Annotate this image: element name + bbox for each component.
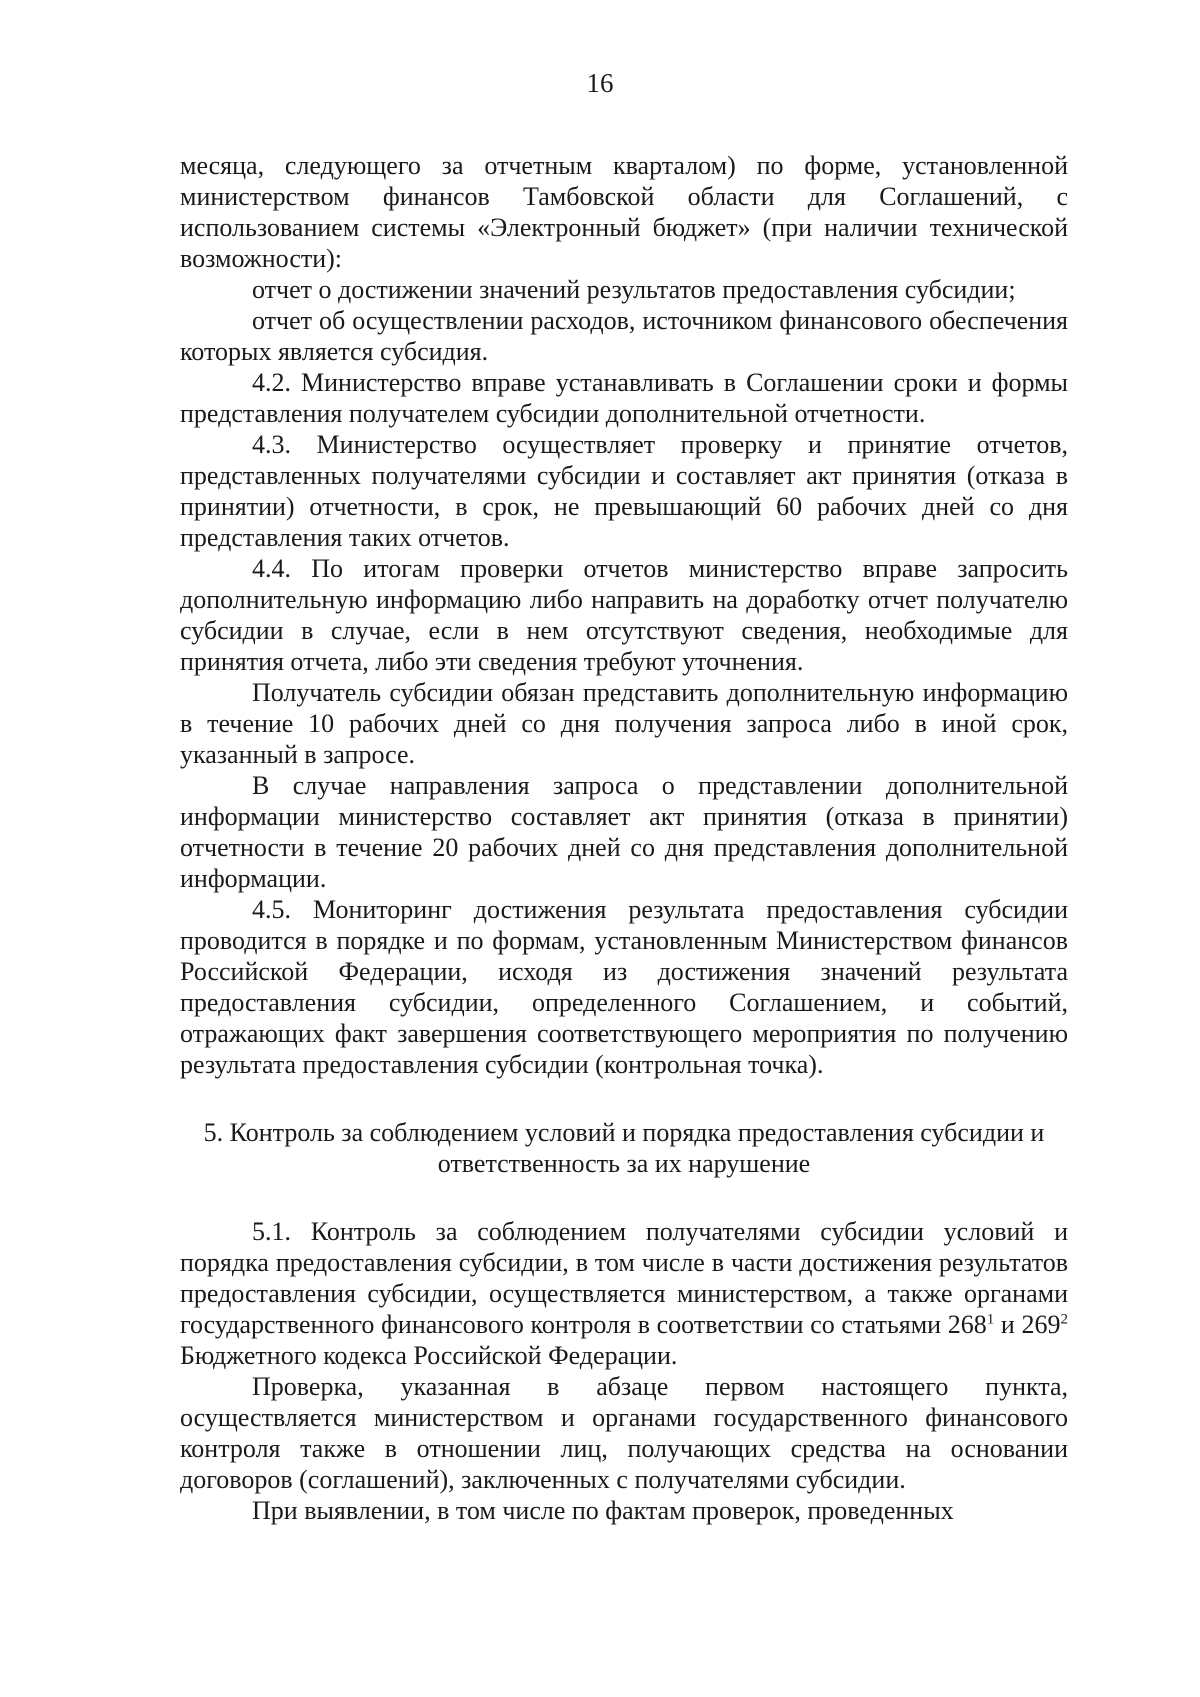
page-number: 16 <box>586 68 614 98</box>
paragraph-4-2: 4.2. Министерство вправе устанавливать в Соглашении сроки и формы представления получателем субсидии дополнительной отчетности. <box>180 368 1068 428</box>
paragraph-5-1-text-b: и 269 <box>994 1310 1061 1339</box>
paragraph-5-1-text-a: 5.1. Контроль за соблюдением получателями субсидии условий и порядка предоставления субсидии, в том числе в части достижения результатов предоставления субсидии, осуществляется министерством, а также органами государственного финансового контроля в соответствии со статьями 268 <box>180 1217 1068 1339</box>
paragraph-additional-info-request: В случае направления запроса о представлении дополнительной информации министерство составляет акт принятия (отказа в принятии) отчетности в течение 20 рабочих дней со дня представления дополнительной информации. <box>180 771 1068 893</box>
paragraph-4-3: 4.3. Министерство осуществляет проверку и принятие отчетов, представленных получателями субсидии и составляет акт принятия (отказа в принятии) отчетности, в срок, не превышающий 60 рабочих дней со дня представления таких отчетов. <box>180 430 1068 552</box>
paragraph-5-1 <box>180 1216 1068 1371</box>
paragraph-5-1-detection: При выявлении, в том числе по фактам проверок, проведенных <box>252 1496 954 1525</box>
superscript-2: 2 <box>1060 1311 1068 1328</box>
superscript-1: 1 <box>986 1311 995 1328</box>
paragraph-5-1-check: Проверка, указанная в абзаце первом настоящего пункта, осуществляется министерством и органами государственного финансового контроля также в отношении лиц, получающих средства на основании договоров (соглашений), заключенных с получателями субсидии. <box>180 1372 1068 1494</box>
paragraph-report-expenses: отчет об осуществлении расходов, источником финансового обеспечения которых является субсидия. <box>180 306 1068 366</box>
section-5-heading <box>180 1117 1068 1179</box>
paragraph-5-1-text-c: Бюджетного кодекса Российской Федерации. <box>180 1341 678 1370</box>
document-body <box>180 150 1068 1526</box>
paragraph-4-5: 4.5. Мониторинг достижения результата предоставления субсидии проводится в порядке и по формам, установленным Министерством финансов Российской Федерации, исходя из достижения значений результата предоставления субсидии, определенного Соглашением, и событий, отражающих факт завершения соответствующего мероприятия по получению результата предоставления субсидии (контрольная точка). <box>180 895 1068 1079</box>
paragraph-recipient-obligation: Получатель субсидии обязан представить дополнительную информацию в течение 10 рабочих дней со дня получения запроса либо в иной срок, указанный в запросе. <box>180 678 1068 769</box>
paragraph-report-results: отчет о достижении значений результатов предоставления субсидии; <box>252 275 1016 304</box>
paragraph-continuation: месяца, следующего за отчетным кварталом) по форме, установленной министерством финансов Тамбовской области для Соглашений, с использованием системы «Электронный бюджет» (при наличии технической возможности): <box>180 151 1068 273</box>
paragraph-4-4: 4.4. По итогам проверки отчетов министерство вправе запросить дополнительную информацию либо направить на доработку отчет получателю субсидии в случае, если в нем отсутствуют сведения, необходимые для принятия отчета, либо эти сведения требуют уточнения. <box>180 554 1068 676</box>
section-5-heading-line-2: ответственность за их нарушение <box>437 1149 811 1178</box>
section-5-heading-line-1: 5. Контроль за соблюдением условий и порядка предоставления субсидии и <box>203 1118 1045 1147</box>
